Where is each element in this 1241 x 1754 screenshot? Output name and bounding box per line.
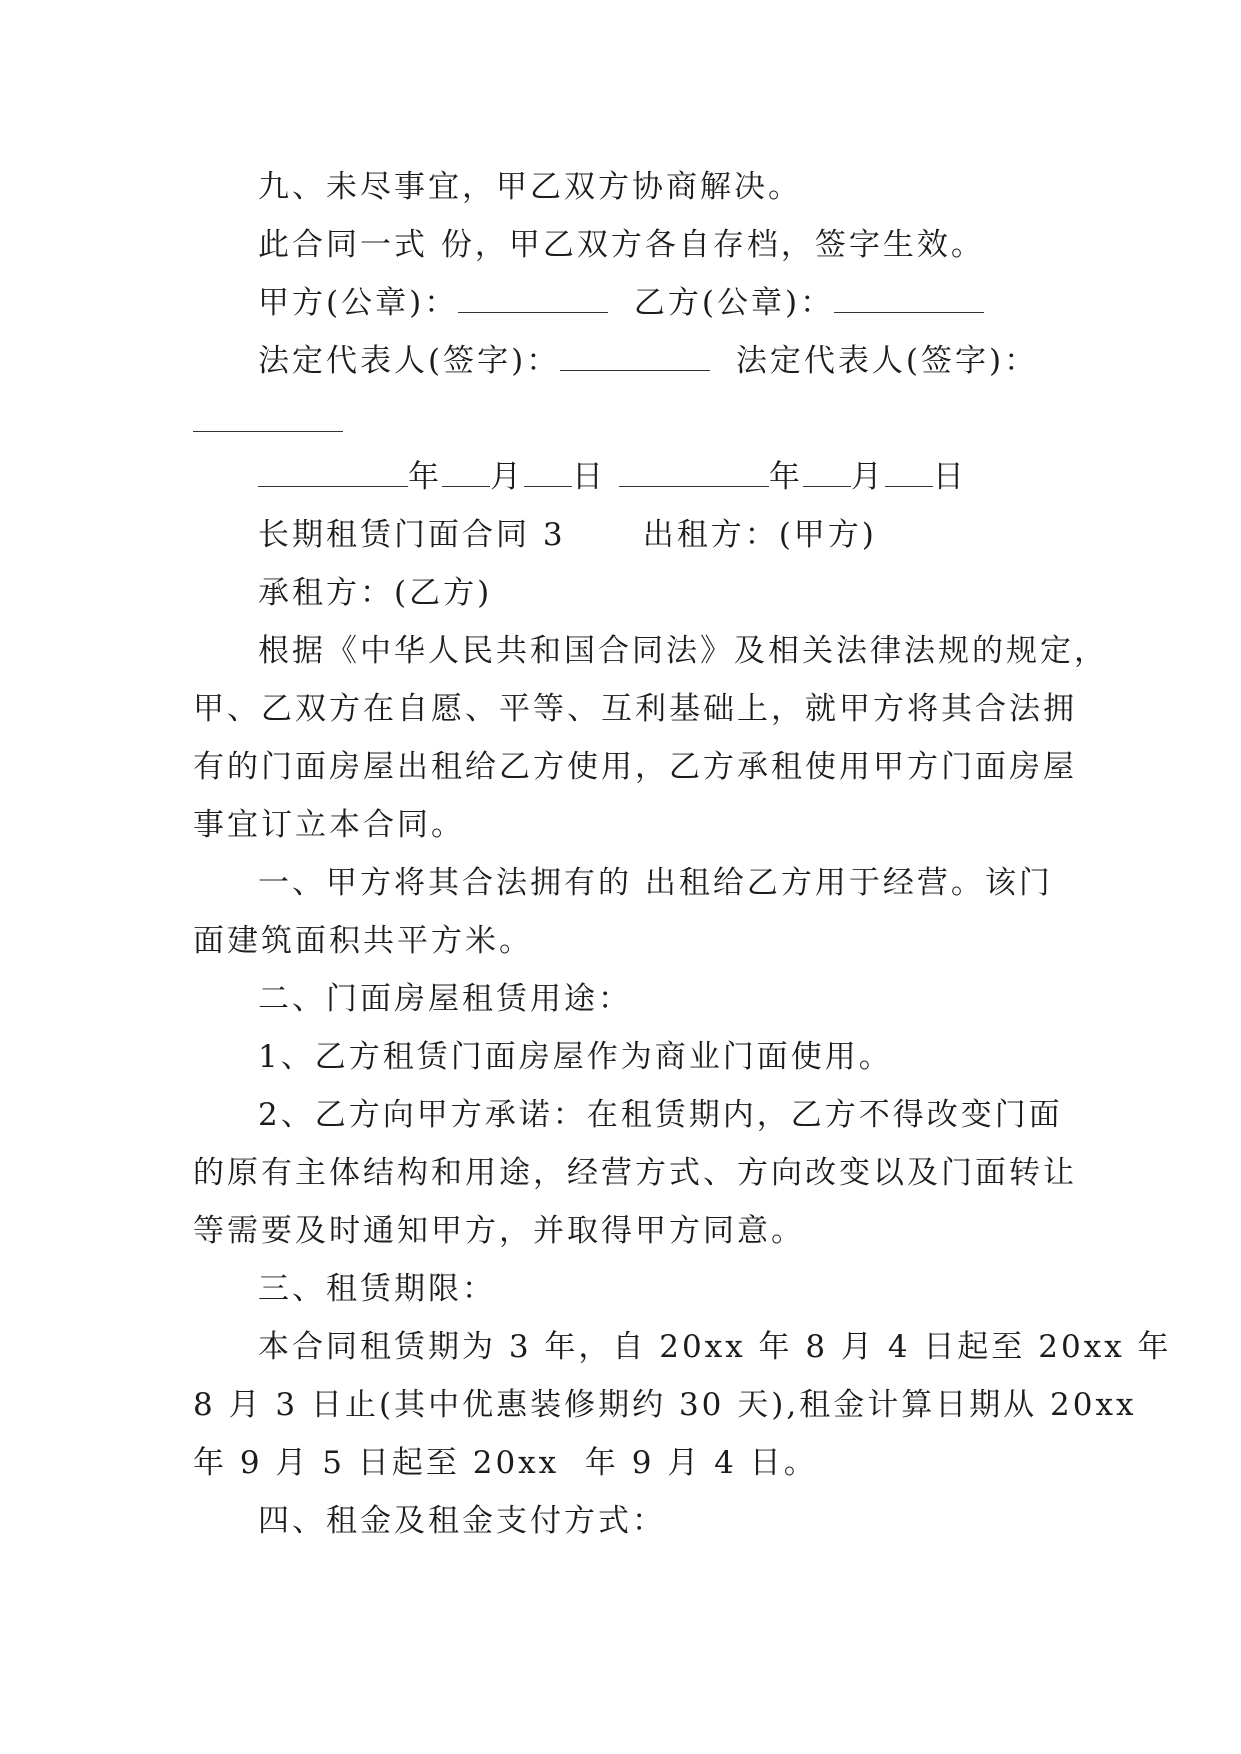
- date-line: [258, 457, 967, 497]
- date-b-day-blank: [885, 460, 933, 487]
- preamble-line-1: 根据《中华人民共和国合同法》及相关法律法规的规定，: [258, 633, 1108, 669]
- date-a-year-blank: [258, 460, 408, 487]
- date-a-year: 年: [408, 459, 442, 495]
- preamble-line-3: 有的门面房屋出租给乙方使用，乙方承租使用甲方门面房屋: [193, 749, 1077, 785]
- representative-line: [258, 341, 1038, 381]
- clause-2-item-1: 1、乙方租赁门面房屋作为商业门面使用。: [258, 1039, 893, 1075]
- term-line-1: 本合同租赁期为 3 年，自 20xx 年 8 月 4 日起至 20xx 年: [258, 1329, 1172, 1365]
- clause-3-heading: 三、租赁期限：: [258, 1271, 496, 1307]
- date-b-month: 月: [850, 459, 885, 495]
- party-a-rep-label: 法定代表人(签字)：: [258, 343, 561, 379]
- seal-line: [258, 283, 984, 323]
- copies-clause: 此合同一式 份，甲乙双方各自存档，签字生效。: [258, 227, 985, 263]
- party-a-seal-blank: [458, 286, 608, 313]
- term-line-2: 8 月 3 日止(其中优惠装修期约 30 天),租金计算日期从 20xx: [193, 1387, 1137, 1423]
- contract-title: 长期租赁门面合同 3: [258, 517, 566, 553]
- lessee-label: 承租方：(乙方): [258, 575, 493, 611]
- clause-2-item-2-line-2: 的原有主体结构和用途，经营方式、方向改变以及门面转让: [193, 1155, 1077, 1191]
- clause-1-line-2: 面建筑面积共平方米。: [193, 923, 533, 959]
- date-b-day: 日: [932, 459, 967, 495]
- party-b-seal-blank: [834, 286, 984, 313]
- preamble-line-2: 甲、乙双方在自愿、平等、互利基础上，就甲方将其合法拥: [193, 691, 1077, 727]
- party-a-rep-blank: [560, 344, 710, 371]
- date-b-month-blank: [803, 460, 851, 487]
- date-a-day: 日: [572, 459, 606, 495]
- party-a-seal-label: 甲方(公章)：: [258, 285, 459, 321]
- date-a-month: 月: [490, 459, 524, 495]
- party-b-rep-label: 法定代表人(签字)：: [735, 343, 1039, 379]
- party-b-seal-label: 乙方(公章)：: [633, 285, 835, 321]
- clause-9: 九、未尽事宜，甲乙双方协商解决。: [258, 169, 802, 205]
- lessor-label: 出租方：(甲方): [642, 517, 877, 553]
- term-line-3: 年 9 月 5 日起至 20xx 年 9 月 4 日。: [193, 1445, 818, 1481]
- party-b-rep-blank-line: [193, 402, 343, 442]
- date-a-day-blank: [524, 460, 572, 487]
- clause-1-line-1: 一、甲方将其合法拥有的 出租给乙方用于经营。该门: [258, 865, 1053, 901]
- contract-title-line: [258, 515, 877, 555]
- party-b-rep-blank: [193, 405, 343, 432]
- date-a-month-blank: [442, 460, 490, 487]
- clause-2-item-2-line-1: 2、乙方向甲方承诺：在租赁期内，乙方不得改变门面: [258, 1097, 1063, 1133]
- preamble-line-4: 事宜订立本合同。: [193, 807, 465, 843]
- date-b-year-blank: [619, 460, 769, 487]
- clause-2-heading: 二、门面房屋租赁用途：: [258, 981, 632, 1017]
- date-b-year: 年: [768, 459, 803, 495]
- clause-4-heading: 四、租金及租金支付方式：: [258, 1503, 666, 1539]
- clause-2-item-2-line-3: 等需要及时通知甲方，并取得甲方同意。: [193, 1213, 805, 1249]
